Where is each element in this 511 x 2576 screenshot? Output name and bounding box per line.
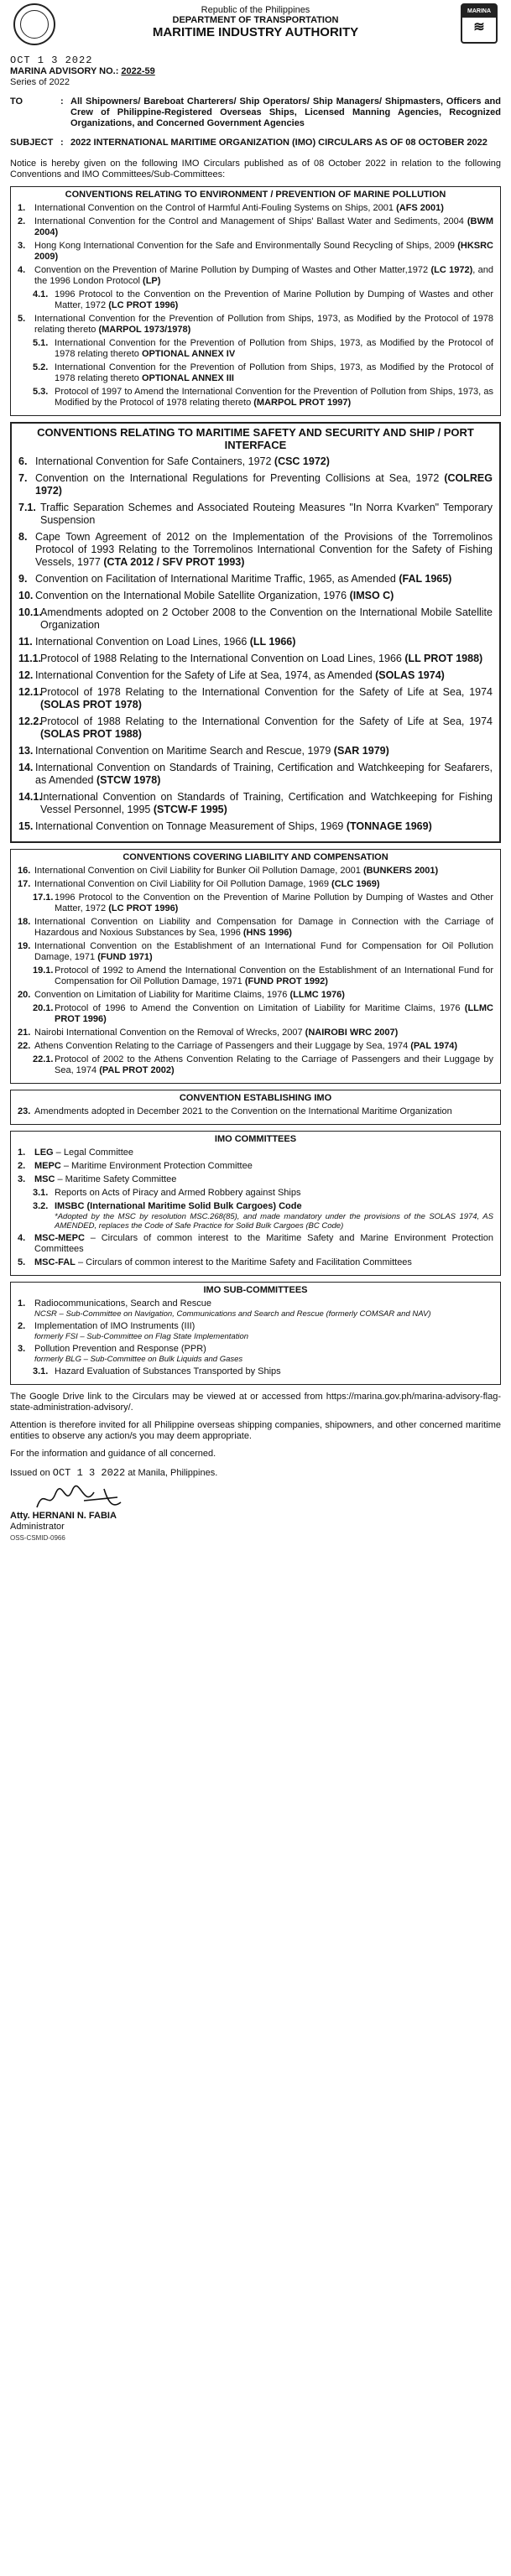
- item-number: 6.: [18, 455, 28, 467]
- item-number: 14.: [18, 762, 34, 773]
- section-title: CONVENTIONS COVERING LIABILITY AND COMPENSATION: [123, 852, 388, 862]
- item-number: 4.: [18, 265, 26, 275]
- item-text: International Convention on the Establishment of an International Fund for Compensation for Oil Pollution Damage, 1971 (FUND 1971): [34, 941, 493, 962]
- item-number: 12.: [18, 669, 34, 681]
- item-number: 12.2.: [18, 716, 42, 727]
- list-subitem: [18, 686, 493, 711]
- header-republic: Republic of the Philippines: [201, 5, 310, 15]
- item-text: MSC-FAL – Circulars of common interest to the Maritime Safety and Facilitation Committees: [34, 1257, 412, 1267]
- list-item: [18, 472, 493, 497]
- item-number: 8.: [18, 531, 28, 543]
- item-text: Convention on Limitation of Liability for Maritime Claims, 1976 (LLMC 1976): [34, 990, 345, 1000]
- section-title: IMO SUB-COMMITTEES: [203, 1285, 308, 1295]
- issued-date: OCT 1 3 2022: [52, 1467, 126, 1479]
- list-subitem: [33, 965, 493, 987]
- list-subitem: [18, 716, 493, 741]
- list-subitem: [18, 502, 493, 527]
- list-item: [18, 455, 493, 468]
- header-department: DEPARTMENT OF TRANSPORTATION: [172, 15, 339, 25]
- list-item: [18, 590, 493, 602]
- item-number: 7.: [18, 472, 28, 484]
- list-item: [18, 866, 493, 877]
- list-item: [18, 941, 493, 963]
- item-text: International Convention for the Control and Management of Ships' Ballast Water and Sediments, 2004 (BWM 2004): [34, 216, 493, 237]
- item-text: International Convention for the Safety of Life at Sea, 1974, as Amended (SOLAS 1974): [35, 669, 445, 681]
- item-text: International Convention for Safe Containers, 1972 (CSC 1972): [35, 455, 330, 467]
- drive-link-paragraph: The Google Drive link to the Circulars may be viewed at or accessed from https://marina.gov.ph/marina-advisory-flag-state-administration-advisory/.: [10, 1392, 501, 1413]
- subject-block: SUBJECT : 2022 INTERNATIONAL MARITIME ORGANIZATION (IMO) CIRCULARS AS OF 08 OCTOBER 2022: [10, 138, 501, 148]
- section-title: CONVENTIONS RELATING TO ENVIRONMENT / PREVENTION OF MARINE POLLUTION: [65, 190, 446, 200]
- item-number: 19.1.: [33, 965, 54, 976]
- item-text: 1996 Protocol to the Convention on the Prevention of Marine Pollution by Dumping of Wastes and Other Matter, 1972 (LC PROT 1996): [55, 892, 493, 913]
- item-number: 15.: [18, 820, 34, 832]
- item-number: 2.: [18, 216, 26, 226]
- list-item: [18, 1321, 493, 1341]
- list-subitem: [18, 791, 493, 816]
- item-text: Traffic Separation Schemes and Associated Routeing Measures "In Norra Kvarken" Temporary Suspension: [40, 502, 493, 526]
- item-number: 19.: [18, 941, 31, 951]
- to-recipients: All Shipowners/ Bareboat Charterers/ Ship Operators/ Ship Managers/ Shipmasters, Officers and Crew of Philippine-Registered Overseas Ships, Licensed Manning Agencies, Recognized Organizations, and Concerned Government Agencies: [70, 96, 501, 128]
- letterhead: [10, 0, 501, 49]
- item-number: 14.1.: [18, 791, 42, 803]
- item-note: NCSR – Sub-Committee on Navigation, Communications and Search and Rescue (formerly COMSAR and NAV): [34, 1309, 431, 1319]
- document: [10, 0, 501, 1543]
- list-subitem: [33, 892, 493, 914]
- advisory-label: MARINA ADVISORY NO.:: [10, 66, 119, 76]
- item-number: 12.1.: [18, 686, 42, 698]
- item-number: 9.: [18, 573, 28, 585]
- item-number: 3.2.: [33, 1201, 49, 1211]
- item-number: 1.: [18, 203, 26, 213]
- dotr-seal-icon: [13, 3, 55, 45]
- section-title: CONVENTIONS RELATING TO MARITIME SAFETY AND SECURITY AND SHIP / PORT INTERFACE: [37, 426, 474, 451]
- list-item: [18, 1344, 493, 1364]
- guidance-paragraph: For the information and guidance of all concerned.: [10, 1449, 216, 1459]
- signature-icon: [34, 1482, 126, 1516]
- item-text: IMSBC (International Maritime Solid Bulk Cargoes) Code *Adopted by the MSC by resolution MSC.268(85), and made mandatory under the provisions of the SOLAS 1974, AS AMENDED, replaces the Code of Safe Practice for Solid Bulk Cargoes (BC Code): [55, 1201, 493, 1231]
- item-number: 2.: [18, 1321, 26, 1331]
- item-number: 17.1.: [33, 892, 54, 903]
- item-number: 4.1.: [33, 289, 49, 299]
- item-text: International Convention on Maritime Search and Rescue, 1979 (SAR 1979): [35, 745, 389, 757]
- item-text: International Convention on the Control of Harmful Anti-Fouling Systems on Ships, 2001 (AFS 2001): [34, 203, 444, 213]
- list-item: [18, 241, 493, 263]
- item-text: Implementation of IMO Instruments (III) formerly FSI – Sub-Committee on Flag State Implementation: [34, 1321, 493, 1341]
- item-text: Amendments adopted in December 2021 to the Convention on the International Maritime Organization: [34, 1106, 452, 1116]
- list-item: [18, 669, 493, 682]
- item-text: Hong Kong International Convention for the Safe and Environmentally Sound Recycling of Ships, 2009 (HKSRC 2009): [34, 241, 493, 262]
- item-number: 1.: [18, 1298, 26, 1309]
- item-text: International Convention for the Prevention of Pollution from Ships, 1973, as Modified by the Protocol of 1978 relating thereto (MARPOL 1973/1978): [34, 314, 493, 335]
- item-number: 5.: [18, 1257, 26, 1267]
- item-text: Pollution Prevention and Response (PPR) formerly BLG – Sub-Committee on Bulk Liquids and Gases: [34, 1344, 493, 1364]
- section-safety: [10, 422, 501, 843]
- list-item: [18, 1233, 493, 1255]
- list-item: [18, 573, 493, 585]
- list-item: [18, 1174, 493, 1185]
- item-note: *Adopted by the MSC by resolution MSC.268(85), and made mandatory under the provisions of the SOLAS 1974, AS AMENDED, replaces the Code of Safe Practice for Solid Bulk Cargoes (BC Code): [55, 1212, 493, 1231]
- advisory-meta: [10, 55, 501, 88]
- item-text: International Convention on Standards of Training, Certification and Watchkeeping for Seafarers, as Amended (STCW 1978): [35, 762, 493, 786]
- list-subitem: [33, 362, 493, 384]
- list-item: [18, 216, 493, 238]
- item-text: Protocol of 1988 Relating to the International Convention on Load Lines, 1966 (LL PROT 1988): [40, 653, 483, 664]
- item-note: formerly FSI – Sub-Committee on Flag State Implementation: [34, 1332, 249, 1341]
- list-item: [18, 820, 493, 833]
- list-item: [18, 745, 493, 757]
- header-authority: MARITIME INDUSTRY AUTHORITY: [152, 25, 359, 39]
- list-item: [18, 1041, 493, 1052]
- item-text: Convention on the Prevention of Marine Pollution by Dumping of Wastes and Other Matter,1972 (LC 1972), and the 1996 London Protocol (LP): [34, 265, 493, 286]
- item-text: Hazard Evaluation of Substances Transported by Ships: [55, 1366, 281, 1376]
- list-item: [18, 1106, 493, 1117]
- item-text: Cape Town Agreement of 2012 on the Implementation of the Provisions of the Torremolinos Protocol of 1993 Relating to the Torremolinos International Convention for the Safety of Fishing Vessels, 1977 (CTA 2012 / SFV PROT 1993): [35, 531, 493, 568]
- item-number: 16.: [18, 866, 31, 876]
- item-text: MSC-MEPC – Circulars of common interest to the Maritime Safety and Marine Environment Protection Committees: [34, 1233, 493, 1254]
- list-item: [18, 1161, 493, 1172]
- item-text: International Convention on Liability and Compensation for Damage in Connection with the Carriage of Hazardous and Noxious Substances by Sea, 1996 (HNS 1996): [34, 917, 493, 938]
- item-text: Protocol of 2002 to the Athens Convention Relating to the Carriage of Passengers and their Luggage by Sea, 1974 (PAL PROT 2002): [55, 1054, 493, 1075]
- list-subitem: [18, 606, 493, 632]
- list-subitem: [33, 338, 493, 360]
- list-item: [18, 917, 493, 939]
- item-text: International Convention on Load Lines, 1966 (LL 1966): [35, 636, 296, 648]
- item-number: 3.1.: [33, 1366, 49, 1376]
- issued-line: Issued on OCT 1 3 2022 at Manila, Philippines.: [10, 1467, 218, 1479]
- item-number: 22.: [18, 1041, 31, 1051]
- list-item: [18, 265, 493, 287]
- item-number: 10.: [18, 590, 34, 601]
- item-number: 22.1.: [33, 1054, 54, 1064]
- notice-paragraph: Notice is hereby given on the following IMO Circulars published as of 08 October 2022 in relation to the following Conventions and IMO Committees/Sub-Committees:: [10, 159, 501, 180]
- item-number: 20.1.: [33, 1003, 54, 1013]
- item-text: Protocol of 1996 to Amend the Convention on Limitation of Liability for Maritime Claims, 1976 (LLMC PROT 1996): [55, 1003, 493, 1024]
- advisory-series: Series of 2022: [10, 77, 70, 87]
- item-text: International Convention on Standards of Training, Certification and Watchkeeping for Fishing Vessel Personnel, 1995 (STCW-F 1995): [40, 791, 493, 815]
- item-number: 20.: [18, 990, 31, 1000]
- list-item: [18, 879, 493, 890]
- section-title: IMO COMMITTEES: [214, 1134, 297, 1144]
- item-text: International Convention on Civil Liability for Bunker Oil Pollution Damage, 2001 (BUNKERS 2001): [34, 866, 439, 876]
- item-number: 5.2.: [33, 362, 49, 372]
- list-item: [18, 1028, 493, 1038]
- section-liability: [10, 849, 501, 1084]
- item-text: Amendments adopted on 2 October 2008 to the Convention on the International Mobile Satellite Organization: [40, 606, 493, 631]
- subject-text: 2022 INTERNATIONAL MARITIME ORGANIZATION (IMO) CIRCULARS AS OF 08 OCTOBER 2022: [70, 138, 488, 148]
- item-text: Protocol of 1992 to Amend the International Convention on the Establishment of an International Fund for Compensation for Oil Pollution Damage, 1971 (FUND PROT 1992): [55, 965, 493, 986]
- section-environment: [10, 186, 501, 416]
- item-text: LEG – Legal Committee: [34, 1147, 134, 1158]
- item-number: 18.: [18, 917, 31, 927]
- item-text: Protocol of 1978 Relating to the International Convention for the Safety of Life at Sea, 1974 (SOLAS PROT 1978): [40, 686, 493, 710]
- list-item: [18, 1298, 493, 1319]
- list-item: [18, 636, 493, 648]
- advisory-date: OCT 1 3 2022: [10, 55, 93, 66]
- item-number: 17.: [18, 879, 31, 889]
- item-number: 3.: [18, 1174, 26, 1184]
- item-number: 5.: [18, 314, 26, 324]
- item-text: Convention on Facilitation of International Maritime Traffic, 1965, as Amended (FAL 1965): [35, 573, 452, 585]
- item-number: 1.: [18, 1147, 26, 1158]
- list-item: [18, 203, 493, 214]
- item-text: Protocol of 1988 Relating to the International Convention for the Safety of Life at Sea, 1974 (SOLAS PROT 1988): [40, 716, 493, 740]
- item-number: 10.1.: [18, 606, 42, 618]
- item-text: Nairobi International Convention on the Removal of Wrecks, 2007 (NAIROBI WRC 2007): [34, 1028, 399, 1038]
- list-subitem: [33, 387, 493, 409]
- item-number: 3.: [18, 241, 26, 251]
- to-block: TO : All Shipowners/ Bareboat Charterers/ Ship Operators/ Ship Managers/ Shipmasters, Officers and Crew of Philippine-Registered Overseas Ships, Licensed Manning Agencies, Recognized Organizations, and Concerned Government Agencies: [10, 96, 501, 128]
- item-text: International Convention for the Prevention of Pollution from Ships, 1973, as Modified by the Protocol of 1978 relating thereto OPTIONAL ANNEX III: [55, 362, 493, 383]
- attention-paragraph: Attention is therefore invited for all Philippine overseas shipping companies, shipowners, and other concerned maritime entities to observe any action/s you may deem appropriate.: [10, 1420, 501, 1441]
- item-text: International Convention for the Prevention of Pollution from Ships, 1973, as Modified by the Protocol of 1978 relating thereto OPTIONAL ANNEX IV: [55, 338, 493, 359]
- item-note: formerly BLG – Sub-Committee on Bulk Liquids and Gases: [34, 1355, 243, 1364]
- section-title: CONVENTION ESTABLISHING IMO: [179, 1093, 332, 1103]
- list-subitem: [33, 1188, 493, 1199]
- item-text: Convention on the International Mobile Satellite Organization, 1976 (IMSO C): [35, 590, 394, 601]
- item-number: 23.: [18, 1106, 31, 1116]
- item-number: 7.1.: [18, 502, 36, 513]
- list-item: [18, 762, 493, 787]
- item-number: 13.: [18, 745, 34, 757]
- advisory-number: 2022-59: [121, 66, 155, 76]
- item-text: Reports on Acts of Piracy and Armed Robbery against Ships: [55, 1188, 301, 1198]
- item-number: 3.: [18, 1344, 26, 1354]
- item-text: Athens Convention Relating to the Carriage of Passengers and their Luggage by Sea, 1974 (PAL 1974): [34, 1041, 458, 1051]
- marina-logo-icon: MARINA ≋: [461, 3, 498, 44]
- item-text: MEPC – Maritime Environment Protection Committee: [34, 1161, 253, 1171]
- item-number: 11.1.: [18, 653, 42, 664]
- item-text: Radiocommunications, Search and Rescue NCSR – Sub-Committee on Navigation, Communications and Search and Rescue (formerly COMSAR and NAV): [34, 1298, 493, 1319]
- item-text: International Convention on Tonnage Measurement of Ships, 1969 (TONNAGE 1969): [35, 820, 432, 832]
- list-subitem: [18, 653, 493, 665]
- item-number: 4.: [18, 1233, 26, 1243]
- list-subitem: [33, 1201, 493, 1231]
- signatory-role: Administrator: [10, 1522, 65, 1532]
- list-subitem: [33, 1366, 493, 1377]
- item-number: 11.: [18, 636, 33, 648]
- section-subcommittees: [10, 1282, 501, 1385]
- list-subitem: [33, 289, 493, 311]
- item-number: 21.: [18, 1028, 31, 1038]
- item-text: International Convention on Civil Liability for Oil Pollution Damage, 1969 (CLC 1969): [34, 879, 380, 889]
- item-text: Convention on the International Regulations for Preventing Collisions at Sea, 1972 (COLREG 1972): [35, 472, 493, 497]
- item-text: MSC – Maritime Safety Committee: [34, 1174, 177, 1184]
- item-text: Protocol of 1997 to Amend the International Convention for the Prevention of Pollution from Ships, 1973, as Modified by the Protocol of 1978 relating thereto (MARPOL PROT 1997): [55, 387, 493, 408]
- signatory-name: Atty. HERNANI N. FABIA: [10, 1511, 117, 1521]
- list-item: [18, 1257, 493, 1268]
- list-item: [18, 314, 493, 336]
- signature-block: [10, 1494, 501, 1532]
- list-subitem: [33, 1003, 493, 1025]
- section-imo-convention: [10, 1090, 501, 1125]
- item-text: 1996 Protocol to the Convention on the Prevention of Marine Pollution by Dumping of Wastes and other Matter, 1972 (LC PROT 1996): [55, 289, 493, 310]
- item-number: 5.1.: [33, 338, 49, 348]
- list-item: [18, 531, 493, 569]
- item-number: 3.1.: [33, 1188, 49, 1198]
- item-number: 5.3.: [33, 387, 49, 397]
- list-item: [18, 990, 493, 1001]
- list-subitem: [33, 1054, 493, 1076]
- section-committees: [10, 1131, 501, 1276]
- list-item: [18, 1147, 493, 1158]
- document-code: OSS-CSMID-0966: [10, 1534, 65, 1542]
- item-number: 2.: [18, 1161, 26, 1171]
- closing: [10, 1392, 501, 1543]
